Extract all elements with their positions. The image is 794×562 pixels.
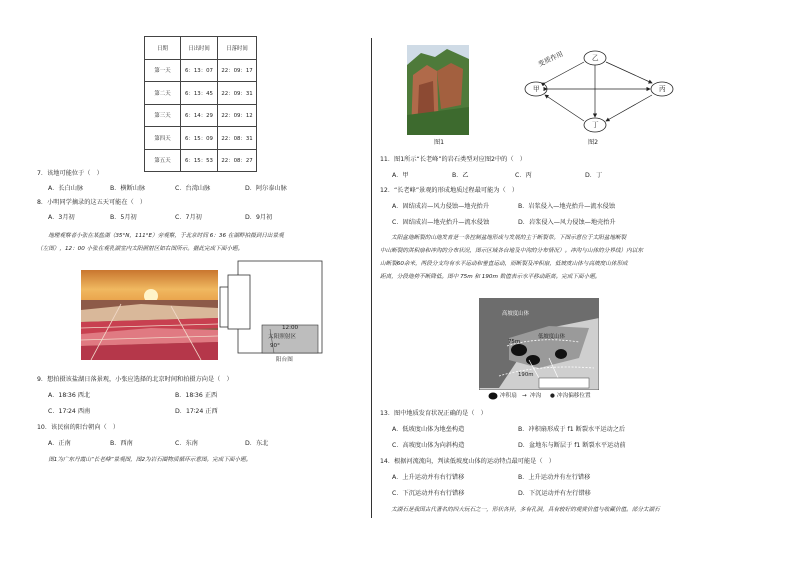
legend-gully: 冲沟 [530,393,542,399]
q11-option-c[interactable]: C．丙 [515,172,532,179]
table-cell: 22：09：17 [218,59,257,82]
fault-map [479,298,599,390]
q13-option-d[interactable]: D．盆地东与断层于 f1 断裂水平运动前 [518,442,626,449]
q7-option-d[interactable]: D．阿尔泰山脉 [245,185,287,192]
q8-option-d[interactable]: D．9月初 [245,214,273,221]
map-label-high-slope: 高坡度山体 [502,311,529,317]
legend-gully-offset: 冲沟偏移位置 [557,393,591,399]
q8-option-b[interactable]: B．5月初 [110,214,137,221]
plan-angle-label: 90° [270,343,280,349]
intro-paragraph-1-line-2: （左图），12：00 小张在观乳湖室内太阳照射区如右图所示。据此完成下面小题。 [37,246,244,252]
q11-option-a[interactable]: A．甲 [392,172,409,179]
node-ding: 丁 [592,121,599,129]
q14-option-b[interactable]: B．上升运动并有左行错移 [518,474,591,481]
intro-paragraph-1-line-1: 地理观察者小张在某盐湖（35°N，111°E）旁观察，于北京时间 6：36 在湖畔拍摄到日出景观 [37,233,284,239]
q12-option-b[interactable]: B．岩浆侵入—地壳抬升—流水侵蚀 [518,203,616,210]
q10-option-d[interactable]: D．东北 [245,440,269,447]
q7-option-a[interactable]: A．长白山脉 [48,185,84,192]
table-row [145,82,257,105]
table-cell: 6：15：09 [181,127,218,150]
table-cell: 第一天 [145,59,181,82]
q7-option-c[interactable]: C．台湾山脉 [175,185,211,192]
question-10: 10．该民宿的阳台朝向（ ） [37,424,120,431]
node-bing: 丙 [659,85,666,93]
legend-dot-icon: ● [550,393,555,399]
figure-2-caption: 图2 [588,139,599,146]
table-header-row [145,37,257,60]
q14-option-d[interactable]: D．下沉运动并有左行错移 [518,490,591,497]
q10-option-a[interactable]: A．正南 [48,440,71,447]
column-divider [371,38,372,518]
table-cell: 22：09：12 [218,104,257,127]
q13-option-c[interactable]: C．高坡度山体为向斜构造 [392,442,465,449]
table-cell: 第五天 [145,149,181,172]
q11-option-d[interactable]: D．丁 [585,172,603,179]
q7-option-b[interactable]: B．横断山脉 [110,185,146,192]
table-cell: 22：09：31 [218,82,257,105]
table-cell: 第三天 [145,104,181,127]
q10-option-b[interactable]: B．西南 [110,440,133,447]
map-label-190m: 190m [518,372,534,378]
q9-option-c[interactable]: C．17∶24 西南 [48,408,91,415]
table-cell: 6：15：53 [181,149,218,172]
salt-lake-sunrise-photo [81,270,218,360]
table-cell: 6：14：29 [181,104,218,127]
table-header: 日期 [145,37,181,60]
table-cell: 22：08：27 [218,149,257,172]
table-row [145,149,257,172]
table-cell: 6：13：07 [181,59,218,82]
q14-option-a[interactable]: A．上升运动并有右行错移 [392,474,465,481]
node-jia: 甲 [533,85,540,93]
intro-paragraph-3-line-1: 太阳盆地断裂的山地发育是一条控制盆地形成与发展的主干断裂带。下图示意位于太阳盆地断裂 [380,235,627,241]
q10-option-c[interactable]: C．东南 [175,440,198,447]
table-cell: 第二天 [145,82,181,105]
q13-option-a[interactable]: A．低坡度山体为地垒构造 [392,426,465,433]
question-7: 7．该地可能位于（ ） [37,170,103,177]
q12-option-c[interactable]: C．固结成岩—地壳抬升—流水侵蚀 [392,219,490,226]
q9-option-d[interactable]: D．17∶24 正西 [175,408,218,415]
map-label-low-slope: 低坡度山体 [538,334,565,340]
q8-option-c[interactable]: C．7月初 [175,214,202,221]
question-14: 14．根据河流流向，判读低坡度山体的运动特点最可能是（ ） [380,458,555,465]
q8-option-a[interactable]: A．3月初 [48,214,75,221]
sunrise-sunset-table [144,36,257,172]
q13-option-b[interactable]: B．冲积扇形成于 f1 断裂水平运动之后 [518,426,626,433]
legend-arrow: → [522,393,527,399]
table-row [145,59,257,82]
table-cell: 第四天 [145,127,181,150]
question-11: 11．图1所示“长老峰”的岩石类型对应图2中的（ ） [380,156,526,163]
q12-option-a[interactable]: A．固结成岩—风力侵蚀—地壳抬升 [392,203,490,210]
intro-paragraph-4: 太湖石是我国古代著名的四大玩石之一，形状各异，多有孔洞，具有较好的观赏价值与收藏价值。部分太湖石 [380,507,660,513]
danxia-mountain-photo [407,45,469,135]
table-header: 日落时间 [218,37,257,60]
question-9: 9．想拍摄该盐湖日落景观，小张应选择的北京时间和拍摄方向是（ ） [37,376,233,383]
legend-fan-icon [488,392,498,400]
q14-option-c[interactable]: C．下沉运动并有右行错移 [392,490,465,497]
plan-caption: 阳台图 [276,357,293,363]
table-row [145,127,257,150]
map-label-75m: 75m [508,339,521,345]
q9-option-a[interactable]: A．18∶36 西北 [48,392,91,399]
intro-paragraph-2: 图1为广东丹霞山“长老峰”景观图，图2为岩石圈物质循环示意图。完成下面小题。 [37,457,252,463]
figure-1-caption: 图1 [434,139,445,146]
question-12: 12．“长老峰”景观的形成地质过程最可能为（ ） [380,187,519,194]
node-yi: 乙 [592,54,599,62]
intro-paragraph-3-line-2: 中山断裂的洪积扇和冲沟的分布状况，图示区域各台地及中沟的分布情况）。冲沟与山体的分界线）内以东 [380,248,643,254]
plan-sunlit-area-label: 太阳照射区 [268,334,296,340]
intro-paragraph-3-line-4: 距离，分段地势不断降低。图中 75m 和 190m 数值表示水平移动距离。完成下面小题。 [380,274,601,280]
table-header: 日出时间 [181,37,218,60]
metamorphism-label: 变质作用 [537,49,565,69]
plan-time-label: 12:00 [282,325,299,331]
table-cell: 6：13：45 [181,82,218,105]
q11-option-b[interactable]: B．乙 [452,172,469,179]
table-row [145,104,257,127]
question-8: 8．小明同学摘录的这五天可能在（ ） [37,199,147,206]
legend-alluvial-fan: 冲积扇 [500,393,517,399]
q9-option-b[interactable]: B．18∶36 正西 [175,392,218,399]
intro-paragraph-3-line-3: 山断裂60余米，两段分支均有水平运动和垂直运动，而断裂及冲积扇，低坡度山体与高坡度山体形成 [380,261,628,267]
table-cell: 22：08：31 [218,127,257,150]
q12-option-d[interactable]: D．岩浆侵入—风力侵蚀—地壳抬升 [518,219,616,226]
balcony-plan-diagram [218,257,326,367]
question-13: 13．图中地质发育状况正确的是（ ） [380,410,487,417]
